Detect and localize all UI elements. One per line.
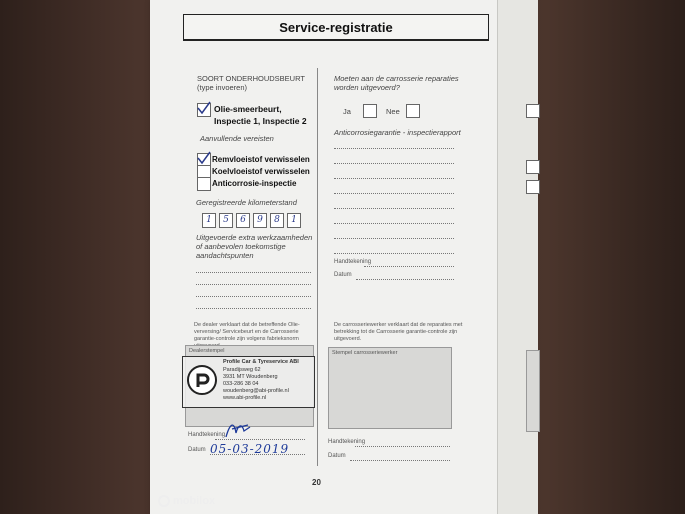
repair-question: Moeten aan de carrosserie reparaties worden uitgevoerd?: [334, 74, 459, 92]
brake-fluid-label: Remvloeistof verwisselen: [212, 155, 310, 164]
extra-work-line[interactable]: [196, 308, 311, 309]
bodyworker-stamp-area: [328, 347, 452, 429]
next-page-checkbox: [526, 104, 540, 118]
warranty-line[interactable]: [334, 148, 454, 149]
extra-work-line[interactable]: [196, 296, 311, 297]
warranty-line[interactable]: [334, 163, 454, 164]
column-divider: [317, 68, 318, 466]
right-date-line-2[interactable]: [350, 460, 450, 461]
next-page-stamp-area: [526, 350, 540, 432]
stamp-city: 3931 MT Woudenberg: [223, 374, 278, 380]
booklet-page: [150, 0, 497, 514]
warranty-line[interactable]: [334, 238, 454, 239]
dealer-stamp: [182, 356, 315, 408]
stamp-company: Profile Car & Tyreservice ABI: [223, 359, 299, 365]
maintenance-type-label: SOORT ONDERHOUDSBEURT (type invoeren): [197, 74, 305, 92]
mobilox-logo-icon: [158, 495, 170, 507]
right-signature-line-2[interactable]: [355, 446, 450, 447]
extra-work-label: Uitgevoerde extra werkzaamheden of aanbevolen toekomstige aandachtspunten: [196, 233, 313, 260]
stamp-street: Paradijsweg 62: [223, 367, 261, 373]
signature-scribble: [224, 419, 256, 441]
warranty-line[interactable]: [334, 208, 454, 209]
no-label: Nee: [386, 107, 400, 116]
stamp-email: woudenberg@abi-profile.nl: [223, 388, 289, 394]
yes-checkbox[interactable]: [363, 104, 377, 118]
warranty-line[interactable]: [334, 178, 454, 179]
right-date-line[interactable]: [356, 279, 454, 280]
next-page-edge: [497, 0, 538, 514]
profile-logo-icon: [187, 365, 217, 395]
anticorrosion-checkbox[interactable]: [197, 177, 211, 191]
right-signature-line[interactable]: [364, 266, 454, 267]
km-digit[interactable]: 6: [236, 213, 250, 228]
km-label: Geregistreerde kilometerstand: [196, 198, 297, 207]
warranty-line[interactable]: [334, 193, 454, 194]
warranty-label: Anticorrosiegarantie - inspectierapport: [334, 128, 461, 137]
warranty-line[interactable]: [334, 253, 454, 254]
right-date-label: Datum: [334, 272, 352, 278]
right-signature-label-2: Handtekening: [328, 439, 366, 445]
km-digit[interactable]: 5: [219, 213, 233, 228]
anticorrosion-label: Anticorrosie-inspectie: [212, 179, 297, 188]
date-label: Datum: [188, 447, 206, 453]
km-digit[interactable]: 9: [253, 213, 267, 228]
bodyworker-stamp-label: Stempel carrosseriewerker: [332, 350, 398, 356]
additional-label: Aanvullende vereisten: [200, 134, 274, 143]
oil-service-checkbox[interactable]: [197, 103, 211, 117]
next-page-checkbox: [526, 180, 540, 194]
dealer-stamp-label: Dealerstempel: [189, 348, 225, 354]
oil-service-label: Olie-smeerbeurt,: [214, 104, 282, 114]
page-number: 20: [312, 478, 321, 487]
coolant-label: Koelvloeistof verwisselen: [212, 167, 310, 176]
extra-work-line[interactable]: [196, 284, 311, 285]
dealer-statement: De dealer verklaart dat de betreffende Olie-verversing/ Servicebeurt en de Carrosserie garantie-controle zijn volgens fabrieksnorm: [194, 322, 300, 342]
watermark-logo: [158, 495, 215, 507]
oil-service-label-2: Inspectie 1, Inspectie 2: [214, 116, 307, 126]
yes-label: Ja: [343, 107, 351, 116]
right-date-label-2: Datum: [328, 453, 346, 459]
stamp-web: www.abi-profile.nl: [223, 395, 267, 401]
stamp-phone: 033-286 38 04: [223, 381, 259, 387]
extra-work-line[interactable]: [196, 272, 311, 273]
warranty-line[interactable]: [334, 223, 454, 224]
page-title: Service-registratie: [183, 14, 489, 41]
signature-label: Handtekening: [188, 432, 226, 438]
date-value[interactable]: 05-03-2019: [210, 442, 290, 456]
next-page-checkbox: [526, 160, 540, 174]
km-digit[interactable]: 8: [270, 213, 284, 228]
watermark-text: mobilox: [173, 495, 216, 507]
bodyworker-statement: De carrosseriewerker verklaart dat de reparaties met betrekking tot de Carrosserie garantie-controle zijn uitgevoerd.: [334, 322, 463, 342]
km-digit[interactable]: 1: [202, 213, 216, 228]
no-checkbox[interactable]: [406, 104, 420, 118]
km-digit[interactable]: 1: [287, 213, 301, 228]
right-signature-label: Handtekening: [334, 259, 372, 265]
